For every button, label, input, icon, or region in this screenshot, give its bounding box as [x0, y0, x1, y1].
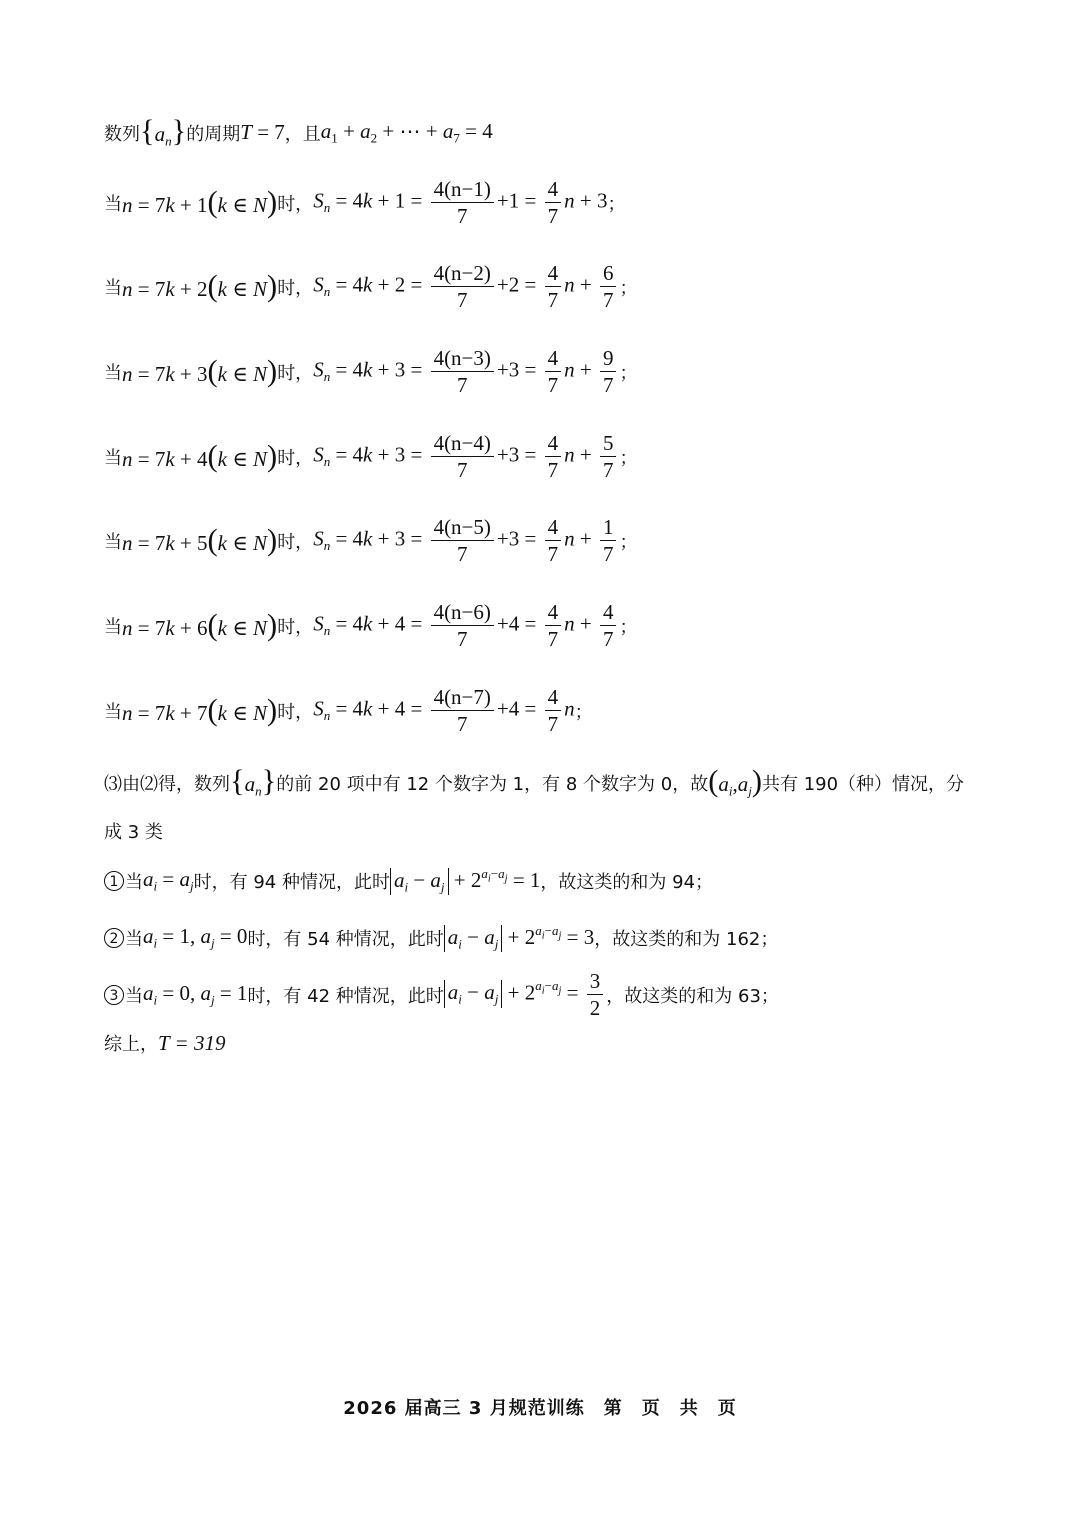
- case-time: 时，: [277, 277, 314, 299]
- fraction-numerator: 4: [600, 601, 617, 626]
- fraction: [545, 178, 562, 227]
- summary-line: [104, 1030, 225, 1056]
- cat1-t2: ，故这类的和为 94；: [540, 871, 714, 893]
- fraction: [431, 347, 494, 396]
- circled-2: 2: [104, 928, 124, 948]
- case-condition: n = 7k + 5(k ∈ N): [122, 523, 278, 558]
- fraction: [431, 432, 494, 481]
- cat1-t1: 时，有 94 种情况，此时: [193, 871, 390, 893]
- sum-seven: $a_1 + a_2$ + ⋯ + $a_7 = 4$: [320, 119, 493, 146]
- case-semicolon: ；: [619, 362, 638, 384]
- case-when: 当: [104, 362, 122, 384]
- part3-line: [104, 766, 964, 800]
- cat3-t2: ，故这类的和为 63；: [606, 985, 779, 1007]
- fraction-denominator: 7: [547, 627, 559, 652]
- cat2-expr: $a_i - a_j + 2^{a_i-a_j} = 3$: [444, 923, 594, 952]
- case-line-1: [104, 178, 625, 227]
- case-sum: $S_n = 4k + 4$ = $\frac{4(n-7)}{7}$ +4 = $\frac{4}{7}$ n: [313, 685, 575, 737]
- fraction: [431, 601, 494, 650]
- summary-label: 综上，: [104, 1034, 158, 1055]
- case-time: 时，: [277, 531, 314, 553]
- fraction: [600, 432, 617, 481]
- category-3: [104, 970, 779, 1019]
- fraction-denominator: 7: [456, 627, 468, 652]
- case-sum: $S_n = 4k + 3$ = $\frac{4(n-5)}{7}$ +3 = $\frac{4}{7}$ n + $\frac{1}{7}$: [313, 516, 619, 565]
- case-semicolon: ；: [619, 277, 638, 299]
- case-when: 当: [104, 531, 122, 553]
- case-sum: $S_n = 4k + 3$ = $\frac{4(n-3)}{7}$ +3 = $\frac{4}{7}$ n + $\frac{9}{7}$: [313, 347, 619, 396]
- cat2-t1: 时，有 54 种情况，此时: [247, 928, 444, 950]
- fraction-denominator: 7: [456, 458, 468, 483]
- fraction-denominator: 7: [456, 373, 468, 398]
- category-1: [104, 866, 713, 895]
- fraction-denominator: 7: [547, 458, 559, 483]
- case-time: 时，: [277, 616, 314, 638]
- fraction-denominator: 7: [456, 712, 468, 737]
- case-when: 当: [104, 447, 122, 469]
- part3-line2-text: 成 3 类: [104, 822, 163, 843]
- case-semicolon: ；: [619, 616, 638, 638]
- circled-1: 1: [104, 871, 124, 891]
- fraction-numerator: 4: [545, 432, 562, 457]
- case-semicolon: ；: [574, 701, 593, 723]
- intro-line: [104, 116, 493, 150]
- case-sum: $S_n = 4k + 4$ = $\frac{4(n-6)}{7}$ +4 = $\frac{4}{7}$ n + $\frac{4}{7}$: [313, 601, 619, 650]
- category-2: [104, 923, 778, 952]
- cat1-cond: $a_i = a_j$: [143, 866, 194, 894]
- case-line-6: [104, 601, 637, 650]
- case-condition: n = 7k + 4(k ∈ N): [122, 439, 278, 474]
- fraction-denominator: 7: [602, 458, 614, 483]
- fraction-numerator: 4(n−2): [431, 262, 494, 287]
- fraction: [545, 432, 562, 481]
- summary-value: T = 319: [158, 1030, 226, 1055]
- fraction-numerator: 4: [545, 178, 562, 203]
- case-time: 时，: [277, 701, 314, 723]
- period-eq: T = 7: [240, 120, 285, 145]
- fraction-denominator: 7: [602, 373, 614, 398]
- page-footer: 2026 届高三 3 月规范训练 第 页 共 页: [343, 1398, 737, 1419]
- fraction-denominator: 7: [547, 204, 559, 229]
- case-condition: n = 7k + 7(k ∈ N): [122, 693, 278, 728]
- case-sum: $S_n = 4k + 3$ = $\frac{4(n-4)}{7}$ +3 = $\frac{4}{7}$ n + $\frac{5}{7}$: [313, 432, 619, 481]
- fraction: [545, 262, 562, 311]
- cat1-expr: $a_i - a_j + 2^{a_i-a_j} = 1$: [390, 866, 540, 895]
- seq-a-n: $\{a_n\}$: [140, 114, 187, 149]
- fraction-numerator: 4: [545, 262, 562, 287]
- circled-3: 3: [104, 985, 124, 1005]
- fraction-numerator: 4: [545, 686, 562, 711]
- intro-label-seq: 数列: [104, 123, 140, 145]
- fraction-denominator: 7: [547, 373, 559, 398]
- cat2-pre: 当: [125, 928, 143, 950]
- case-when: 当: [104, 701, 122, 723]
- case-semicolon: ；: [619, 447, 638, 469]
- case-line-3: [104, 347, 637, 396]
- fraction-numerator: 4(n−5): [431, 516, 494, 541]
- cat2-t2: ，故这类的和为 162；: [594, 928, 779, 950]
- case-time: 时，: [277, 447, 314, 469]
- fraction: [600, 347, 617, 396]
- fraction-denominator: 7: [456, 204, 468, 229]
- fraction: [545, 347, 562, 396]
- case-condition: n = 7k + 1(k ∈ N): [122, 185, 278, 220]
- intro-label-and: ，且: [284, 123, 321, 145]
- fraction-numerator: 1: [600, 516, 617, 541]
- fraction: [431, 686, 494, 735]
- case-condition: n = 7k + 6(k ∈ N): [122, 608, 278, 643]
- case-line-2: [104, 262, 637, 311]
- fraction-numerator: 4(n−4): [431, 432, 494, 457]
- seq-a-n-2: $\{a_n\}$: [230, 764, 277, 799]
- fraction: [545, 601, 562, 650]
- fraction-numerator: 5: [600, 432, 617, 457]
- fraction: [431, 178, 494, 227]
- fraction: [431, 262, 494, 311]
- case-time: 时，: [277, 362, 314, 384]
- part3-mid: 的前 20 项中有 12 个数字为 1，有 8 个数字为 0，故: [276, 773, 709, 795]
- cat2-cond: $a_i = 1$, $a_j = 0$: [143, 923, 248, 951]
- fraction-denominator: 7: [602, 627, 614, 652]
- fraction-numerator: 4: [545, 516, 562, 541]
- fraction-numerator: 4(n−3): [431, 347, 494, 372]
- fraction-denominator: 7: [547, 542, 559, 567]
- fraction: [545, 686, 562, 735]
- fraction-denominator: 7: [547, 712, 559, 737]
- fraction: [600, 601, 617, 650]
- fraction: [600, 516, 617, 565]
- case-line-4: [104, 432, 637, 481]
- cat3-t1: 时，有 42 种情况，此时: [247, 985, 444, 1007]
- part3-line2: [104, 818, 163, 844]
- part3-suffix: 共有 190（种）情况，分: [761, 773, 965, 795]
- fraction-denominator: 7: [456, 542, 468, 567]
- case-semicolon: ；: [619, 531, 638, 553]
- fraction-numerator: 4(n−7): [431, 686, 494, 711]
- case-condition: n = 7k + 2(k ∈ N): [122, 269, 278, 304]
- cat3-expr: $a_i - a_j + 2^{a_i-a_j}$ = $\frac{3}{2}$: [444, 970, 606, 1019]
- part3-prefix: ⑶由⑵得，数列: [104, 773, 230, 795]
- cat3-pre: 当: [125, 985, 143, 1007]
- case-when: 当: [104, 616, 122, 638]
- fraction-numerator: 4: [545, 347, 562, 372]
- fraction-denominator: 7: [602, 542, 614, 567]
- fraction-denominator: 7: [547, 288, 559, 313]
- intro-label-period: 的周期: [186, 123, 241, 145]
- fraction: [431, 516, 494, 565]
- fraction-numerator: 9: [600, 347, 617, 372]
- case-condition: n = 7k + 3(k ∈ N): [122, 354, 278, 389]
- case-sum: $S_n = 4k + 1$ = $\frac{4(n-1)}{7}$ +1 = $\frac{4}{7}$ n + 3: [313, 177, 608, 229]
- fraction-numerator: 4(n−6): [431, 601, 494, 626]
- fraction: [545, 516, 562, 565]
- case-line-5: [104, 516, 637, 565]
- case-sum: $S_n = 4k + 2$ = $\frac{4(n-2)}{7}$ +2 = $\frac{4}{7}$ n + $\frac{6}{7}$: [313, 262, 619, 311]
- case-semicolon: ；: [607, 193, 626, 215]
- fraction-numerator: 4(n−1): [431, 178, 494, 203]
- fraction: [600, 262, 617, 311]
- cat1-pre: 当: [125, 871, 143, 893]
- fraction-denominator: 7: [456, 288, 468, 313]
- pair-ai-aj: $(a_i,a_j)$: [708, 764, 762, 799]
- cat3-cond: $a_i = 0$, $a_j = 1$: [143, 980, 248, 1008]
- case-time: 时，: [277, 193, 314, 215]
- fraction-numerator: 6: [600, 262, 617, 287]
- fraction-numerator: 4: [545, 601, 562, 626]
- case-when: 当: [104, 193, 122, 215]
- case-line-7: [104, 686, 593, 735]
- fraction-denominator: 7: [602, 288, 614, 313]
- case-when: 当: [104, 277, 122, 299]
